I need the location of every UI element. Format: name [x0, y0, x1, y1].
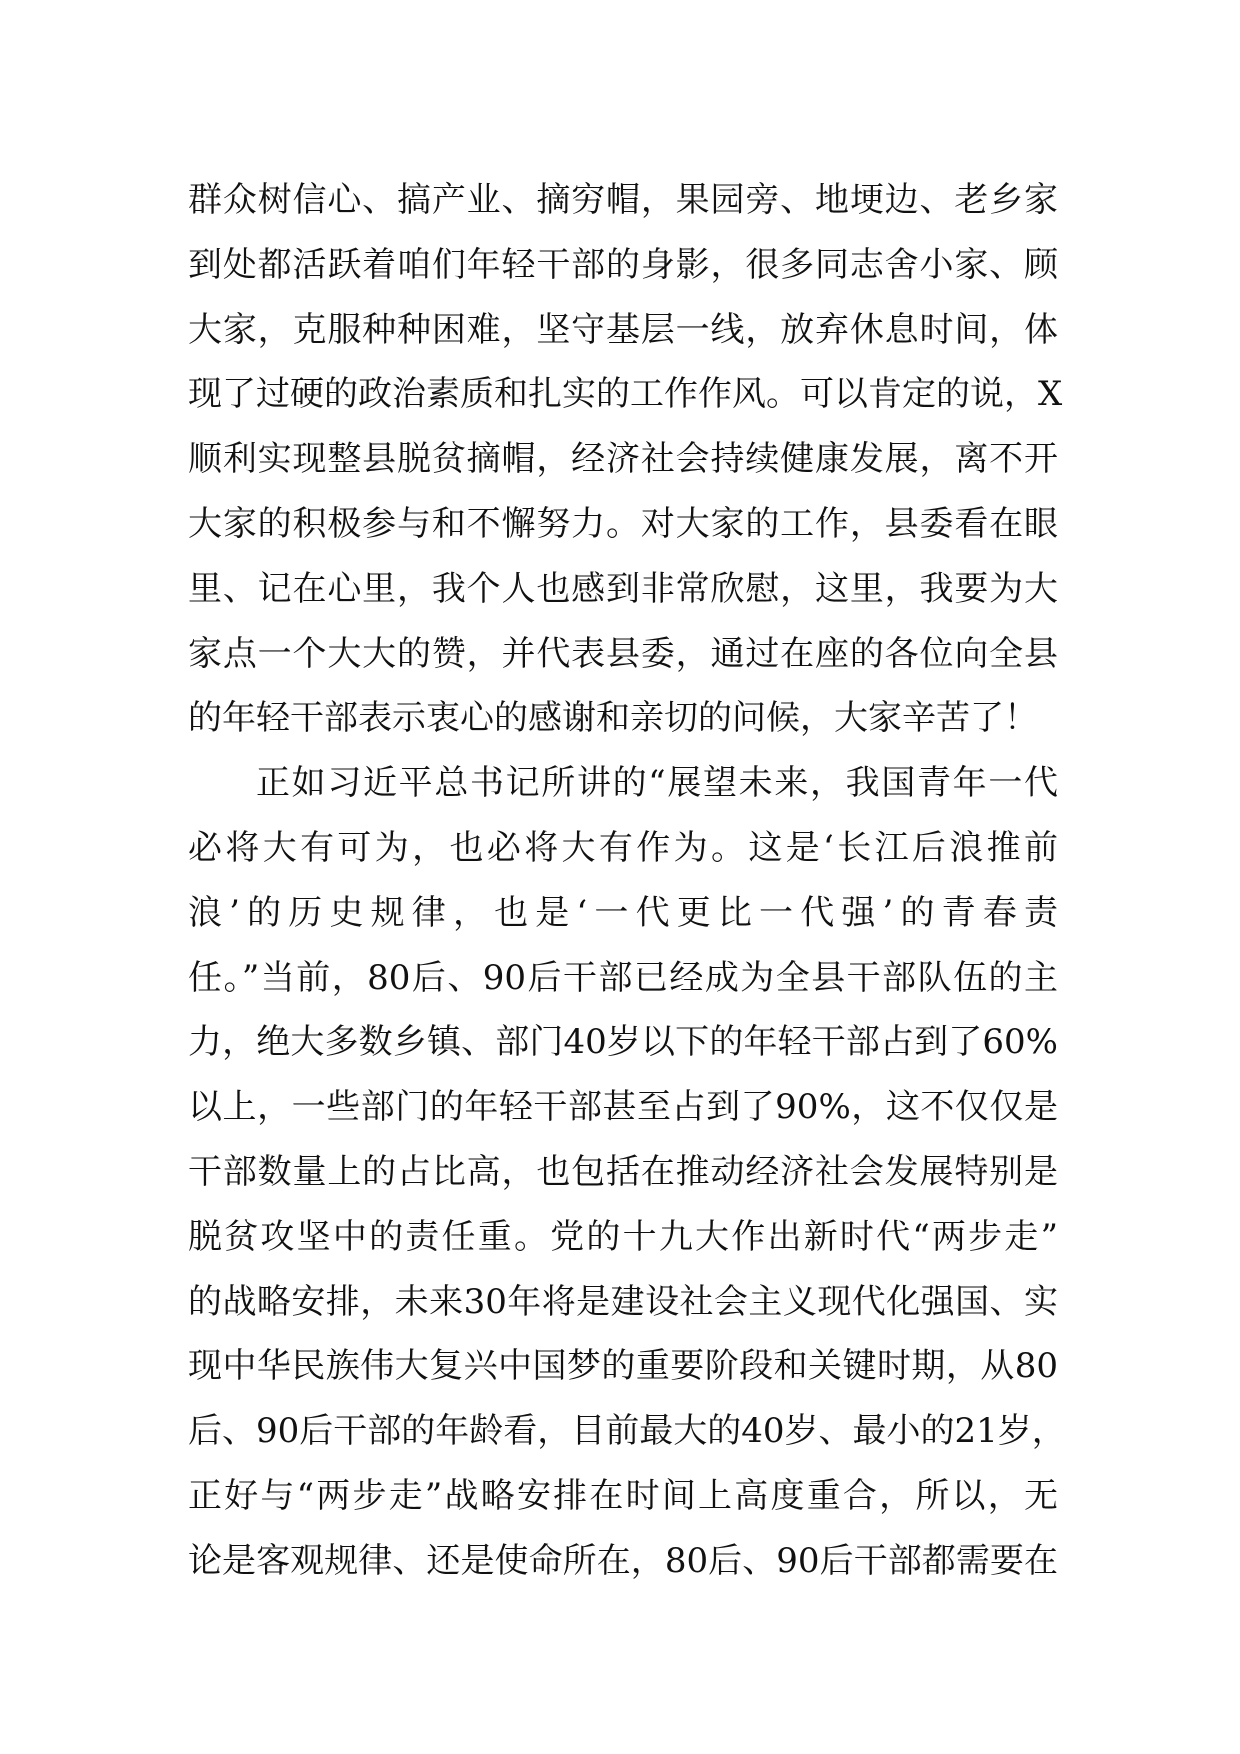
text-line: 现中华民族伟大复兴中国梦的重要阶段和关键时期，从80 — [188, 1346, 1058, 1387]
text-line: 大家，克服种种困难，坚守基层一线，放弃休息时间，体 — [188, 309, 1058, 350]
text-line: 任。”当前，80后、90后干部已经成为全县干部队伍的主 — [188, 957, 1058, 998]
text-line: 大家的积极参与和不懈努力。对大家的工作，县委看在眼 — [188, 503, 1058, 544]
text-line: 家点一个大大的赞，并代表县委，通过在座的各位向全县 — [188, 633, 1058, 674]
text-line: 的战略安排，未来30年将是建设社会主义现代化强国、实 — [188, 1281, 1058, 1322]
paragraph-1 — [188, 168, 1063, 751]
text-line: 群众树信心、搞产业、摘穷帽，果园旁、地埂边、老乡家 — [188, 180, 1058, 220]
paragraph-2 — [188, 751, 1066, 1593]
text-line: 浪’的历史规律，也是‘一代更比一代强’的青春责 — [188, 892, 1058, 933]
text-line: 必将大有可为，也必将大有作为。这是‘长江后浪推前 — [188, 827, 1058, 868]
text-line: 论是客观规律、还是使命所在，80后、90后干部都需要在 — [188, 1540, 1058, 1581]
text-line: 后、90后干部的年龄看，目前最大的40岁、最小的21岁， — [188, 1411, 1066, 1452]
body-text — [188, 168, 1066, 1594]
text-line: 顺利实现整县脱贫摘帽，经济社会持续健康发展，离不开 — [188, 439, 1058, 480]
text-line: 正好与“两步走”战略安排在时间上高度重合，所以，无 — [188, 1475, 1058, 1516]
text-line: 的年轻干部表示衷心的感谢和亲切的问候，大家辛苦了！ — [188, 698, 1038, 739]
text-line: 正如习近平总书记所讲的“展望未来，我国青年一代 — [256, 763, 1058, 804]
text-line: 以上，一些部门的年轻干部甚至占到了90%，这不仅仅是 — [188, 1087, 1058, 1128]
text-line: 到处都活跃着咱们年轻干部的身影，很多同志舍小家、顾 — [188, 244, 1058, 285]
text-line: 脱贫攻坚中的责任重。党的十九大作出新时代“两步走” — [188, 1216, 1058, 1257]
text-line: 干部数量上的占比高，也包括在推动经济社会发展特别是 — [188, 1151, 1058, 1192]
text-line: 力，绝大多数乡镇、部门40岁以下的年轻干部占到了60% — [188, 1022, 1058, 1063]
text-line: 现了过硬的政治素质和扎实的工作作风。可以肯定的说，X — [188, 374, 1063, 415]
text-line: 里、记在心里，我个人也感到非常欣慰，这里，我要为大 — [188, 568, 1058, 609]
